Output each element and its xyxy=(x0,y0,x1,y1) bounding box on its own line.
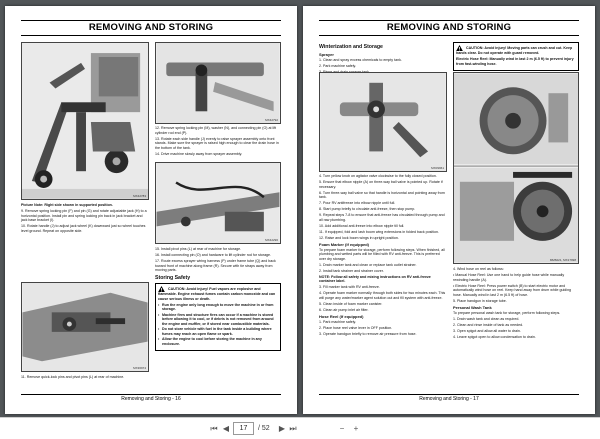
left-column-1 xyxy=(21,203,149,283)
page-16 xyxy=(5,6,297,414)
step: 5. Ensure that elbow nipple (A) on three-way ball valve is pointed up. Rotate if necessary. xyxy=(319,179,443,189)
page-header: REMOVING AND STORING xyxy=(21,20,281,36)
figure-jack-support xyxy=(21,42,149,200)
page-number-input[interactable]: 17 xyxy=(233,422,254,435)
step-17: 17. Route excess sprayer wiring harness (P) under frame tube (Q) and back toward front of machine along frame (R). Secure with tie straps away from moving parts. xyxy=(155,258,276,273)
step: 4. Wind hose on reel as follows: xyxy=(453,267,504,271)
last-page-icon[interactable]: ⏭ xyxy=(289,424,297,433)
step-12: 12. Remove spring locking pin (M), washer (N), and connecting pin (O) at lift cylinder rod end (P). xyxy=(155,126,277,135)
page-17 xyxy=(303,6,595,414)
step: 3. Fill marker tank with RV anti-freeze. xyxy=(319,285,380,290)
paragraph: To prepare foam marker for storage, perform following steps. When finished, all plumbing and wetted parts will be filled with RV anti-freeze. This is preferred over dry storage. xyxy=(319,247,445,261)
prev-page-icon[interactable]: ◀ xyxy=(222,424,230,433)
step: 6. Turn three-way ball valve so that handle is horizontal and pointing away from tank. xyxy=(319,190,445,200)
step-9: 9. Remove spring locking pin (F) and pin (G) and rotate adjustable jack (H) to a horizontal position. Install pin and spring locking pin back in jack bracket and jack base bracket (I). xyxy=(21,208,147,223)
step: 4. Operate foam marker normally through both sides for two minutes each. This will purge any water/marker agent solution out and fill system with anti-freeze. xyxy=(319,291,446,301)
pdf-toolbar xyxy=(0,417,600,439)
subsection-title: Personal Wash Tank xyxy=(453,304,492,310)
step: 11. If equipped, fold and lash boom wing extensions in folded back position. xyxy=(319,229,440,234)
step-14: 14. Drive machine slowly away from sprayer assembly. xyxy=(155,151,243,156)
subsection-title: Hose Reel (If equipped) xyxy=(319,314,364,320)
step: 1. Park machine safely. xyxy=(319,320,357,325)
page-total: / 52 xyxy=(258,425,270,432)
figure-id: MX09961 xyxy=(431,166,444,170)
section-title: Storing Safety xyxy=(155,274,191,281)
wiring-harness-illustration xyxy=(156,163,280,243)
step: 10. Add additional anti-freeze into elbow nipple till full. xyxy=(319,223,405,228)
first-page-icon[interactable]: ⏮ xyxy=(210,424,218,433)
step: 2. Clean and rinse inside of tank as needed. xyxy=(453,322,524,327)
step: 6. Clean air pump inlet air filter. xyxy=(319,308,369,313)
caution-subtext: Electric Hose Reel: Manually wind in last 2 m (6.5 ft) to prevent injury from fast-winding hose. xyxy=(456,56,574,66)
figure-lift-cylinder xyxy=(155,42,281,124)
step: 2. Install tank strainer and strainer cover. xyxy=(319,268,384,273)
step-10: 10. Rotate handle (J) to adjust jack wheel (K) downward just so wheel touches level ground. Repeat on opposite side. xyxy=(21,224,146,233)
caution-item: • Do not store vehicle with fuel in the tank inside a building where fumes may reach an open flame or spark. xyxy=(158,327,278,336)
caution-text: CAUTION: Avoid injury! Fuel vapors are explosive and flammable. Engine exhaust fumes contain carbon monoxide and can cause serious illness or death. xyxy=(158,287,276,301)
figure-wiring-harness xyxy=(155,162,281,244)
page-footer: Removing and Storing - 17 xyxy=(319,394,579,404)
step: 5. Clean inside of foam marker canister. xyxy=(319,302,383,307)
step-16: 16. Install connecting pin (O) and hardware to lift cylinder rod for storage. xyxy=(155,252,272,257)
step: 4. Turn yellow knob on agitator valve clockwise to the fully closed position. xyxy=(319,174,437,178)
sprayer-jack-illustration xyxy=(22,43,148,199)
caution-box xyxy=(155,283,281,351)
step: 5. Place handgun in storage tube. xyxy=(453,298,507,303)
step: 4. Leave spigot open to allow condensation to drain. xyxy=(453,334,536,339)
caution-text: CAUTION: Avoid injury! Moving parts can crush and cut. Keep hands clear. Do not operate with guard removed. xyxy=(456,45,573,55)
zoom-in-icon[interactable]: + xyxy=(353,424,359,433)
step: • Electric Hose Reel: Press power switch (B) to start electric motor and automatically wind hose on reel. Keep hand away from drum while guiding hose. Manually wind in last 2 m (6.5 ft) of hose. xyxy=(453,283,572,297)
step: 3. Open spigot and allow all water to drain. xyxy=(453,328,521,333)
zoom-out-icon[interactable]: − xyxy=(339,424,345,433)
page-footer: Removing and Storing - 16 xyxy=(21,394,281,404)
right-column-2-bottom xyxy=(453,267,579,387)
hose-reel-illustration xyxy=(454,73,578,263)
right-column-2-top xyxy=(453,42,579,72)
note: NOTE: Follow all safety and mixing instructions on RV anti-freeze container label. xyxy=(319,274,431,284)
step: 3. Operate handgun briefly to remove air pressure from hose. xyxy=(319,332,417,337)
caution-box xyxy=(453,42,579,71)
caution-item: • Machine fires and structure fires can occur if a machine is stored before allowing it to cool, or if debris is not removed from around the engine and muffler, or if stored near combustible materials. xyxy=(158,313,278,327)
pivot-pin-illustration xyxy=(22,283,148,371)
figure-hose-reel xyxy=(453,72,579,264)
step: 12. Raise and lock boom wings in upright position. xyxy=(319,235,399,240)
figure-id: MX42792 xyxy=(265,118,278,122)
step-13: 13. Rotate each side handle (J) evenly to raise sprayer assembly onto front stands. Make sure the sprayer is raised high enough to clear the drain hose in the bottom of the tank. xyxy=(155,136,279,150)
next-page-icon[interactable]: ▶ xyxy=(278,424,286,433)
step: 1. Clean and spray excess chemicals to empty tank. xyxy=(319,57,402,62)
section-title: Winterization and Storage xyxy=(319,44,383,50)
step: 9. Repeat steps 7-8 to ensure that anti-freeze has circulated through pump and all raw plumbing. xyxy=(319,213,445,222)
figure-id: MX42296 xyxy=(265,238,278,242)
left-column-2-top xyxy=(155,126,281,162)
step: 1. Drain marker tank and clean or replace tank outlet strainer. xyxy=(319,262,417,267)
step: 8. Start pump briefly to circulate anti-freeze, then stop pump. xyxy=(319,207,416,212)
left-column-1-bottom xyxy=(21,375,149,387)
subsection-title: Sprayer xyxy=(319,51,334,57)
caution-item: • Allow the engine to cool before storing the machine in any enclosure. xyxy=(158,337,278,346)
right-column-1-top xyxy=(319,42,447,70)
step-15: 15. Install pivot pins (L) at rear of machine for storage. xyxy=(155,247,242,251)
caution-item: • Run the engine only long enough to move the machine in or from storage. xyxy=(158,303,278,312)
figure-id: MX42783 xyxy=(133,194,146,198)
lift-cylinder-illustration xyxy=(156,43,280,123)
step-11: 11. Remove quick-lock pins and pivot pins (L) at rear of machine. xyxy=(21,375,125,379)
step: • Manual Hose Reel: Use one hand to help guide hose while manually rewinding handle (A). xyxy=(453,272,565,282)
step: 2. Place hose reel valve lever in OFF position. xyxy=(319,326,393,331)
subsection-title: Foam Marker (If equipped) xyxy=(319,241,370,247)
right-column-1-bottom xyxy=(319,174,447,388)
figure-pivot-pins xyxy=(21,282,149,372)
step: 2. Park machine safely. xyxy=(319,63,357,68)
figure-caption: Picture Note: Right side shown in supported position. xyxy=(21,203,113,207)
step: 7. Pour RV antifreeze into elbow nipple until full. xyxy=(319,201,396,206)
caution-list xyxy=(158,303,278,347)
agitator-valve-illustration xyxy=(320,73,446,171)
figure-id: MM6021, MX17998 xyxy=(549,258,576,262)
left-column-2-bottom xyxy=(155,247,281,387)
paragraph: To prepare personal wash tank for storage, perform following steps. xyxy=(453,310,561,315)
figure-agitator-valve xyxy=(319,72,447,172)
figure-id: MX36974 xyxy=(133,366,146,370)
page-header: REMOVING AND STORING xyxy=(319,20,579,36)
step: 1. Drain wash tank and clean as required. xyxy=(453,316,520,321)
